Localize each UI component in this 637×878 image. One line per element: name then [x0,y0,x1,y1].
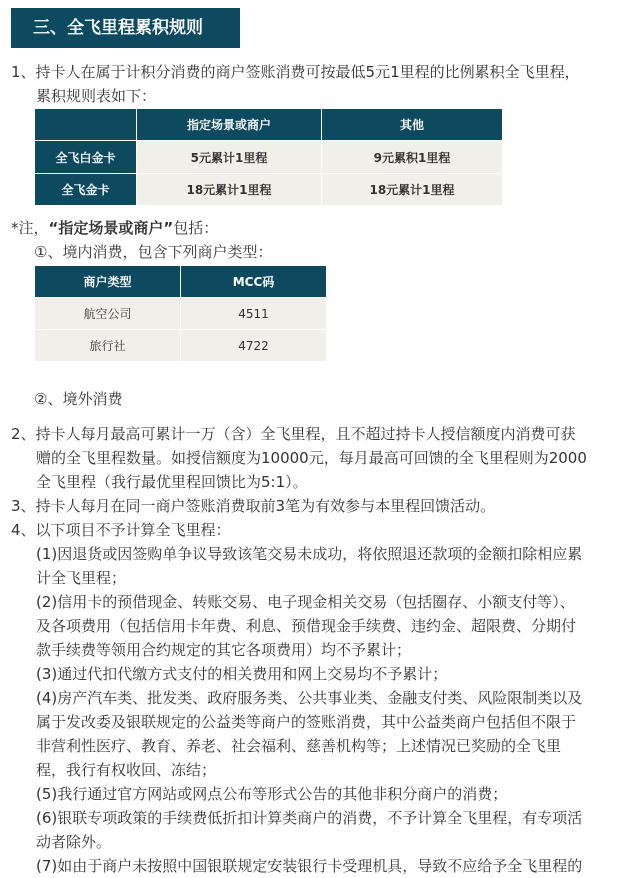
table-row [35,174,503,206]
rule-4-item-6-line-2: 动者除外。 [36,833,112,851]
other-rate-cell: 9元累积1里程 [322,141,503,174]
rule-4-item-2-line-1: (2)信用卡的预借现金、转账交易、电子现金相关交易（包括圈存、小额支付等）、 [36,593,575,611]
section-title: 三、全飞里程累积规则 [11,8,240,48]
mileage-rules-table [34,108,503,206]
rules-header-other: 其他 [322,109,503,141]
rule-4-item-1-line-1: (1)因退货或因签购单争议导致该笔交易未成功，将依照退还款项的金额扣除相应累 [36,545,583,563]
card-type-cell: 全飞金卡 [35,174,137,206]
table-row [35,330,327,362]
rule-4-item-5: (5)我行通过官方网站或网点公布等形式公告的其他非积分商户的消费； [36,785,508,803]
rule-4-item-7-line-1: (7)如由于商户未按照中国银联规定安装银行卡受理机具，导致不应给予全飞里程的 [36,857,583,875]
rule-2-line-1: 2、持卡人每月最高可累计一万（含）全飞里程，且不超过持卡人授信额度内消费可获 [11,425,576,443]
table-row [35,298,327,330]
rule-4-line-1: 4、以下项目不予计算全飞里程： [11,521,231,539]
note-prefix: *注， [11,219,49,237]
rules-header-empty [35,109,137,141]
mcc-header-code: MCC码 [181,266,327,298]
card-type-cell: 全飞白金卡 [35,141,137,174]
mcc-table-header-row [35,266,327,298]
other-rate-cell: 18元累计1里程 [322,174,503,206]
note-emphasis: “指定场景或商户” [48,219,174,237]
rule-1-line-1: 1、持卡人在属于计积分消费的商户签账消费可按最低5元1里程的比例累积全飞里程， [11,63,580,81]
merchant-type-cell: 旅行社 [35,330,181,362]
mcc-code-cell: 4722 [181,330,327,362]
note-suffix: 包括： [173,219,219,237]
note-line [11,216,218,240]
rule-2-line-2: 赠的全飞里程数量。如授信额度为10000元，每月最高可回馈的全飞里程则为2000 [36,449,587,467]
designated-rate-cell: 18元累计1里程 [137,174,322,206]
designated-rate-cell: 5元累计1里程 [137,141,322,174]
rule-4-item-4-line-2: 属于发改委及银联规定的公益类等商户的签账消费，其中公益类商户包括但不限于 [36,713,577,731]
note-item-overseas: ②、境外消费 [34,390,123,408]
rule-4-item-4-line-1: (4)房产汽车类、批发类、政府服务类、公共事业类、金融支付类、风险限制类以及 [36,689,583,707]
mcc-header-type: 商户类型 [35,266,181,298]
mcc-table [34,265,327,362]
merchant-type-cell: 航空公司 [35,298,181,330]
rule-4-item-2-line-2: 及各项费用（包括信用卡年费、利息、预借现金手续费、违约金、超限费、分期付 [36,617,577,635]
rules-table-header-row [35,109,503,141]
rule-4-item-4-line-4: 程，我行有权收回、冻结； [36,761,217,779]
note-item-domestic: ①、境内消费，包含下列商户类型： [34,243,273,261]
rule-2-line-3: 全飞里程（我行最优里程回馈比为5:1）。 [36,473,308,491]
rules-header-designated: 指定场景或商户 [137,109,322,141]
rule-3-line-1: 3、持卡人每月在同一商户签账消费取前3笔为有效参与本里程回馈活动。 [11,497,496,515]
rule-4-item-2-line-3: 款手续费等领用合约规定的其它各项费用）均不予累计； [36,641,412,659]
rule-4-item-1-line-2: 计全飞里程； [36,569,127,587]
rule-1-line-2: 累积规则表如下： [36,87,157,105]
rule-4-item-4-line-3: 非营利性医疗、教育、养老、社会福利、慈善机构等；上述情况已奖励的全飞里 [36,737,562,755]
rule-4-item-6-line-1: (6)银联专项政策的手续费低折扣计算类商户的消费，不予计算全飞里程，有专项活 [36,809,583,827]
rule-4-item-3: (3)通过代扣代缴方式支付的相关费用和网上交易均不予累计； [36,665,448,683]
mcc-code-cell: 4511 [181,298,327,330]
table-row [35,141,503,174]
